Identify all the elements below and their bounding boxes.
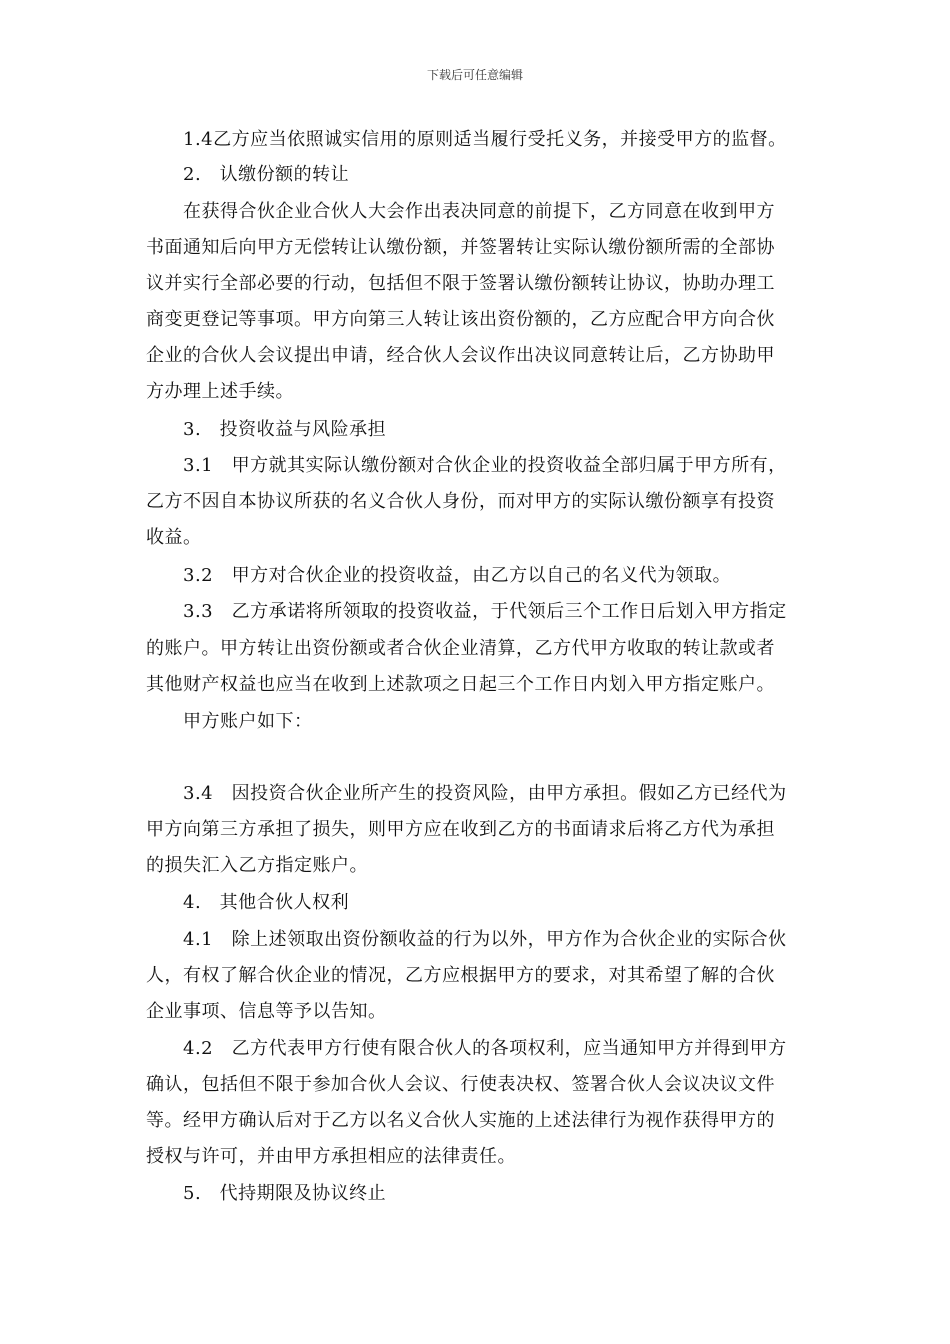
text-line: 在获得合伙企业合伙人大会作出表决同意的前提下，乙方同意在收到甲方 bbox=[183, 201, 775, 222]
text-line: 3.3 乙方承诺将所领取的投资收益，于代领后三个工作日后划入甲方指定 bbox=[183, 601, 787, 622]
text-line: 企业的合伙人会议提出申请，经合伙人会议作出决议同意转让后，乙方协助甲 bbox=[146, 345, 775, 366]
text-line: 3.2 甲方对合伙企业的投资收益，由乙方以自己的名义代为领取。 bbox=[183, 565, 732, 586]
text-line: 书面通知后向甲方无偿转让认缴份额，并签署转让实际认缴份额所需的全部协 bbox=[146, 237, 775, 258]
text-line: 议并实行全部必要的行动，包括但不限于签署认缴份额转让协议，协助办理工 bbox=[146, 273, 775, 294]
text-line: 方办理上述手续。 bbox=[146, 381, 294, 402]
text-line: 授权与许可，并由甲方承担相应的法律责任。 bbox=[146, 1146, 516, 1167]
text-line: 1.4乙方应当依照诚实信用的原则适当履行受托义务，并接受甲方的监督。 bbox=[183, 129, 787, 150]
text-line: 的账户。甲方转让出资份额或者合伙企业清算，乙方代甲方收取的转让款或者 bbox=[146, 638, 775, 659]
section-heading: 3. 投资收益与风险承担 bbox=[183, 419, 387, 440]
section-heading: 5. 代持期限及协议终止 bbox=[183, 1183, 387, 1204]
text-line: 人，有权了解合伙企业的情况，乙方应根据甲方的要求，对其希望了解的合伙 bbox=[146, 965, 775, 986]
text-line: 其他财产权益也应当在收到上述款项之日起三个工作日内划入甲方指定账户。 bbox=[146, 674, 775, 695]
text-line: 3.4 因投资合伙企业所产生的投资风险，由甲方承担。假如乙方已经代为 bbox=[183, 783, 787, 804]
header-note: 下载后可任意编辑 bbox=[426, 68, 523, 82]
text-line: 商变更登记等事项。甲方向第三人转让该出资份额的，乙方应配合甲方向合伙 bbox=[146, 309, 775, 330]
text-line: 4.1 除上述领取出资份额收益的行为以外，甲方作为合伙企业的实际合伙 bbox=[183, 929, 787, 950]
text-line: 企业事项、信息等予以告知。 bbox=[146, 1001, 387, 1022]
text-line: 4.2 乙方代表甲方行使有限合伙人的各项权利，应当通知甲方并得到甲方 bbox=[183, 1038, 787, 1059]
text-line: 等。经甲方确认后对于乙方以名义合伙人实施的上述法律行为视作获得甲方的 bbox=[146, 1110, 775, 1131]
section-heading: 4. 其他合伙人权利 bbox=[183, 892, 350, 913]
section-heading: 2. 认缴份额的转让 bbox=[183, 164, 350, 185]
text-line: 乙方不因自本协议所获的名义合伙人身份，而对甲方的实际认缴份额享有投资 bbox=[146, 491, 775, 512]
text-line: 确认，包括但不限于参加合伙人会议、行使表决权、签署合伙人会议决议文件 bbox=[146, 1074, 775, 1095]
text-line: 甲方向第三方承担了损失，则甲方应在收到乙方的书面请求后将乙方代为承担 bbox=[146, 819, 775, 840]
text-line: 的损失汇入乙方指定账户。 bbox=[146, 855, 368, 876]
text-line: 3.1 甲方就其实际认缴份额对合伙企业的投资收益全部归属于甲方所有， bbox=[183, 455, 787, 476]
text-line: 收益。 bbox=[146, 527, 202, 548]
text-line: 甲方账户如下： bbox=[183, 711, 313, 732]
